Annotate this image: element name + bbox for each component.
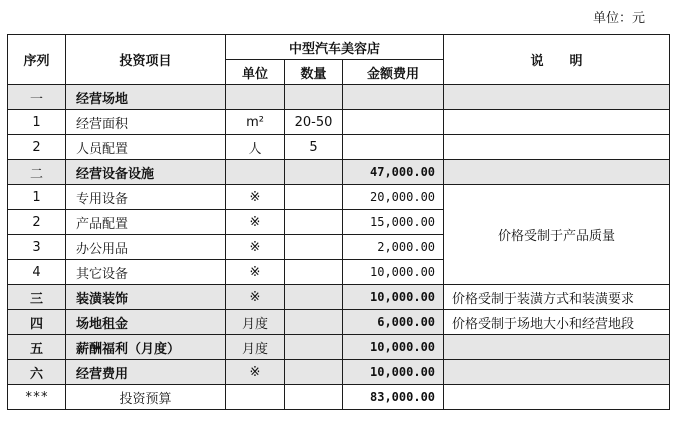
row-seq: 四 (8, 310, 66, 335)
row-unit: ※ (226, 235, 285, 260)
table-row (8, 160, 670, 185)
row-item: 装潢装饰 (66, 285, 226, 310)
header-store: 中型汽车美容店 (226, 35, 444, 60)
row-qty: 20-50 (285, 110, 343, 135)
row-qty: 5 (285, 135, 343, 160)
row-item: 经营费用 (66, 360, 226, 385)
row-item: 产品配置 (66, 210, 226, 235)
row-unit (226, 385, 285, 410)
table-row (8, 310, 670, 335)
row-unit: ※ (226, 210, 285, 235)
row-seq: 六 (8, 360, 66, 385)
row-amount: 6,000.00 (343, 310, 444, 335)
row-note (444, 360, 670, 385)
table-row-total (8, 385, 670, 410)
row-unit (226, 160, 285, 185)
row-note: 价格受制于装潢方式和装潢要求 (444, 285, 670, 310)
row-item: 人员配置 (66, 135, 226, 160)
row-item: 其它设备 (66, 260, 226, 285)
row-unit (226, 85, 285, 110)
row-note (444, 135, 670, 160)
table-row (8, 185, 670, 210)
row-amount: 83,000.00 (343, 385, 444, 410)
row-note (444, 160, 670, 185)
row-qty (285, 185, 343, 210)
row-amount: 47,000.00 (343, 160, 444, 185)
equipment-note: 价格受制于产品质量 (444, 185, 670, 285)
row-note (444, 110, 670, 135)
row-qty (285, 235, 343, 260)
row-seq: 1 (8, 185, 66, 210)
row-qty (285, 285, 343, 310)
row-amount: 10,000.00 (343, 360, 444, 385)
row-note (444, 85, 670, 110)
row-amount (343, 135, 444, 160)
header-qty: 数量 (285, 60, 343, 85)
row-qty (285, 210, 343, 235)
header-amount: 金额费用 (343, 60, 444, 85)
row-seq: *** (8, 385, 66, 410)
row-item: 经营设备设施 (66, 160, 226, 185)
row-qty (285, 310, 343, 335)
row-note (444, 385, 670, 410)
row-qty (285, 160, 343, 185)
row-qty (285, 85, 343, 110)
row-amount (343, 110, 444, 135)
row-unit: 人 (226, 135, 285, 160)
row-item: 薪酬福利（月度） (66, 335, 226, 360)
table-row (8, 85, 670, 110)
row-unit: ※ (226, 185, 285, 210)
header-note: 说 明 (444, 35, 670, 85)
row-unit: 月度 (226, 310, 285, 335)
row-qty (285, 360, 343, 385)
row-item: 场地租金 (66, 310, 226, 335)
row-amount: 2,000.00 (343, 235, 444, 260)
table-row (8, 335, 670, 360)
table-row (8, 110, 670, 135)
header-row-1 (8, 35, 670, 60)
row-amount: 10,000.00 (343, 335, 444, 360)
table-row (8, 135, 670, 160)
row-amount: 20,000.00 (343, 185, 444, 210)
row-item: 办公用品 (66, 235, 226, 260)
row-note (444, 335, 670, 360)
table-row (8, 285, 670, 310)
row-seq: 4 (8, 260, 66, 285)
row-note: 价格受制于场地大小和经营地段 (444, 310, 670, 335)
row-seq: 五 (8, 335, 66, 360)
row-item: 经营场地 (66, 85, 226, 110)
row-unit: m² (226, 110, 285, 135)
row-unit: ※ (226, 360, 285, 385)
header-unit: 单位 (226, 60, 285, 85)
row-seq: 2 (8, 210, 66, 235)
header-seq: 序列 (8, 35, 66, 85)
table-row (8, 360, 670, 385)
row-seq: 1 (8, 110, 66, 135)
row-item: 专用设备 (66, 185, 226, 210)
header-item: 投资项目 (66, 35, 226, 85)
unit-note: 单位：元 (592, 11, 645, 26)
row-qty (285, 385, 343, 410)
row-seq: 2 (8, 135, 66, 160)
row-unit: ※ (226, 260, 285, 285)
row-amount: 15,000.00 (343, 210, 444, 235)
row-unit: ※ (226, 285, 285, 310)
row-seq: 三 (8, 285, 66, 310)
row-seq: 一 (8, 85, 66, 110)
row-item: 经营面积 (66, 110, 226, 135)
row-amount (343, 85, 444, 110)
row-seq: 3 (8, 235, 66, 260)
row-qty (285, 260, 343, 285)
row-qty (285, 335, 343, 360)
investment-table (7, 34, 670, 410)
row-item: 投资预算 (66, 385, 226, 410)
row-amount: 10,000.00 (343, 285, 444, 310)
row-amount: 10,000.00 (343, 260, 444, 285)
row-seq: 二 (8, 160, 66, 185)
row-unit: 月度 (226, 335, 285, 360)
